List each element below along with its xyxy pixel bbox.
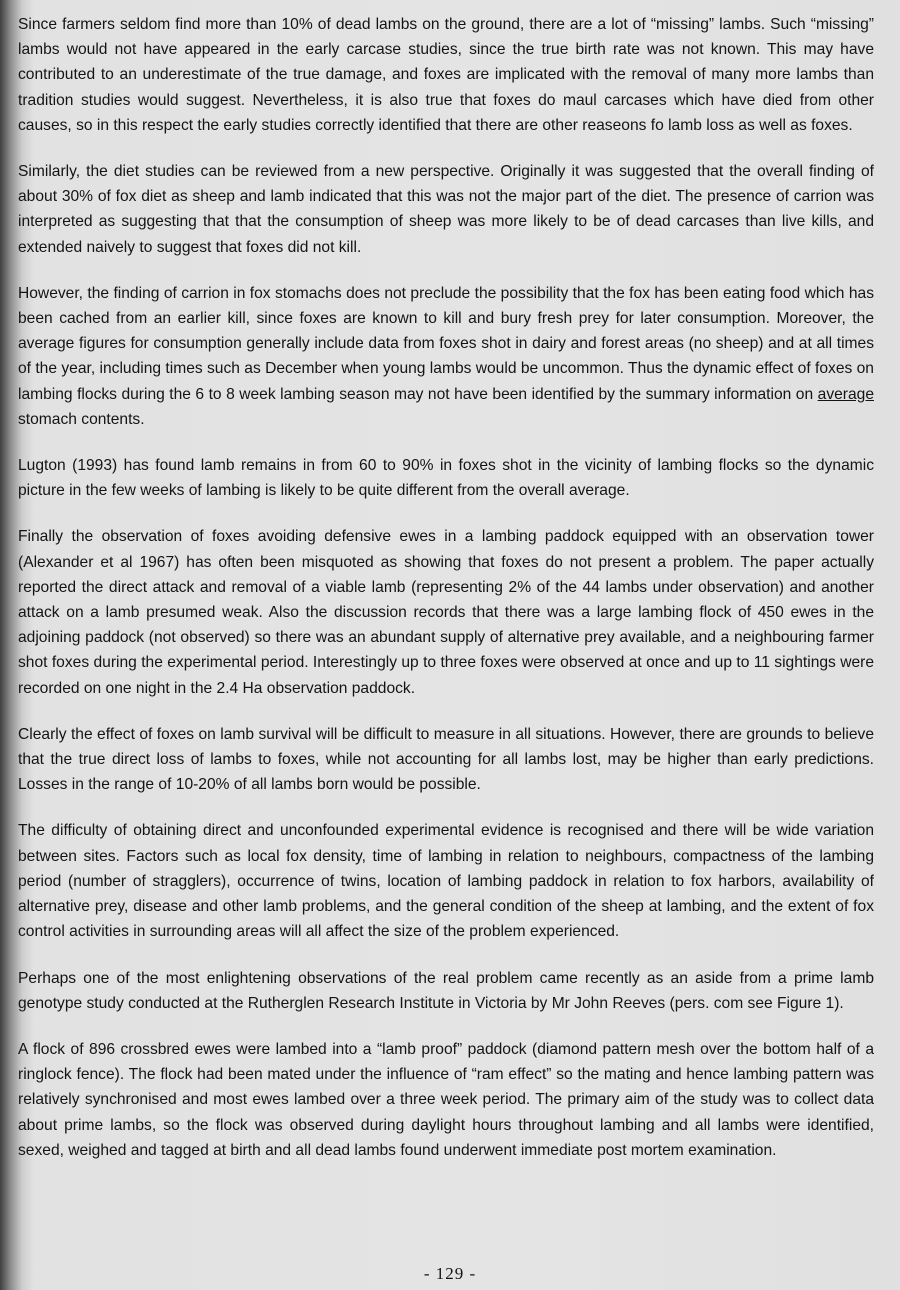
- paragraph-carrion-text: However, the finding of carrion in fox stomachs does not preclude the possibility that the fox has been eating food which has been cached from an earlier kill, since foxes are known to kill and bury fresh prey for later consumption. Moreover, the average figures for consumption generally include data from foxes shot in dairy and forest areas (no sheep) and at all times of the year, including times such as December when young lambs would be uncommon. Thus the dynamic effect of foxes on lambing flocks during the 6 to 8 week lambing season may not have been identified by the summary information on: [18, 284, 874, 403]
- paragraph-carrion: [18, 281, 874, 432]
- paragraph-diet-studies: Similarly, the diet studies can be reviewed from a new perspective. Originally it was suggested that the overall finding of about 30% of fox diet as sheep and lamb indicated that this was not the major part of the diet. The presence of carrion was interpreted as suggesting that that the consumption of sheep was more likely to be of dead carcases than live kills, and extended naively to suggest that foxes did not kill.: [18, 163, 874, 256]
- page-number: - 129 -: [423, 1264, 477, 1283]
- paragraph-observation-tower: Finally the observation of foxes avoiding defensive ewes in a lambing paddock equipped with an observation tower (Alexander et al 1967) has often been misquoted as showing that foxes do not present a problem. The paper actually reported the direct attack and removal of a viable lamb (representing 2% of the 44 lambs under observation) and another attack on a lamb presumed weak. Also the discussion records that there was a large lambing flock of 450 ewes in the adjoining paddock (not observed) so there was an abundant supply of alternative prey available, and a neighbouring farmer shot foxes during the experimental period. Interestingly up to three foxes were observed at once and up to 11 sightings were recorded on one night in the 2.4 Ha observation paddock.: [18, 528, 874, 697]
- underlined-word-average: average: [817, 385, 874, 403]
- paragraph-enlightening: Perhaps one of the most enlightening observations of the real problem came recently as an aside from a prime lamb genotype study conducted at the Rutherglen Research Institute in Victoria by Mr John Reeves (pers. com see Figure 1).: [18, 969, 874, 1012]
- paragraph-carrion-end: stomach contents.: [18, 410, 145, 428]
- paragraph-lugton: Lugton (1993) has found lamb remains in from 60 to 90% in foxes shot in the vicinity of lambing flocks so the dynamic picture in the few weeks of lambing is likely to be quite different from the overall average.: [18, 457, 874, 500]
- paragraph-flock: A flock of 896 crossbred ewes were lambed into a “lamb proof” paddock (diamond pattern mesh over the bottom half of a ringlock fence). The flock had been mated under the influence of “ram effect” so the mating and hence lambing pattern was relatively synchronised and most ewes lambed over a three week period. The primary aim of the study was to collect data about prime lambs, so the flock was observed during daylight hours throughout lambing and all lambs were identified, sexed, weighed and tagged at birth and all dead lambs found underwent immediate post mortem examination.: [18, 1040, 874, 1159]
- body-text: [18, 12, 874, 1184]
- paragraph-difficulty: The difficulty of obtaining direct and unconfounded experimental evidence is recognised and there will be wide variation between sites. Factors such as local fox density, time of lambing in relation to neighbours, compactness of the lambing period (number of stragglers), occurrence of twins, location of lambing paddock in relation to fox harbors, availability of alternative prey, disease and other lamb problems, and the general condition of the sheep at lambing, and the extent of fox control activities in surrounding areas will all affect the size of the problem experienced.: [18, 822, 874, 941]
- paragraph-effect-of-foxes: Clearly the effect of foxes on lamb survival will be difficult to measure in all situations. However, there are grounds to believe that the true direct loss of lambs to foxes, while not accounting for all lambs lost, may be higher than early predictions. Losses in the range of 10-20% of all lambs born would be possible.: [18, 725, 874, 794]
- paragraph-missing-lambs: Since farmers seldom find more than 10% of dead lambs on the ground, there are a lot of “missing” lambs. Such “missing” lambs would not have appeared in the early carcase studies, since the true birth rate was not known. This may have contributed to an underestimate of the true damage, and foxes are implicated with the removal of many more lambs than tradition studies would suggest. Nevertheless, it is also true that foxes do maul carcases which have died from other causes, so in this respect the early studies correctly identified that there are other reaseons fo lamb loss as well as foxes.: [18, 16, 874, 134]
